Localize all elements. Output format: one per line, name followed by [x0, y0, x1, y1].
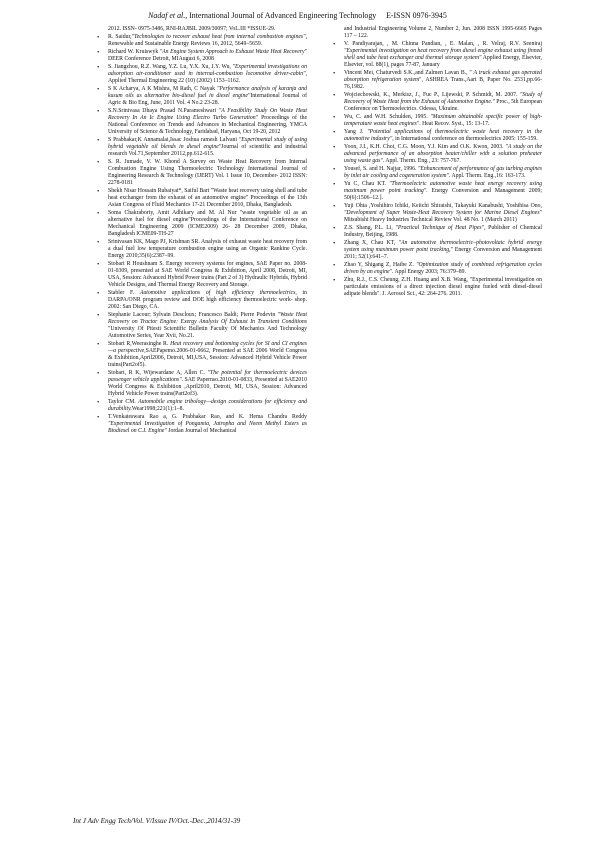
reference-item [97, 49, 307, 63]
reference-text: S. R. Jumade, V. W. Khond A Survey on Waste Heat Recovery from Internal Combustion Engine Using Thermoelectric Technology International Journal of Engineering Research & Technology (IJERT) Vol. 1 Issue 10, December- 2012 ISSN: 2278-0181 [108, 158, 307, 186]
reference-item [333, 92, 542, 113]
reference-item [333, 144, 542, 165]
reference-text: Stephanie Lacour; Sylvain Descloux; Francesco Baldi; Pierre Podevin [108, 311, 278, 318]
reference-text: S Prabhakar,K Annamalai,Issac Joshua ramesh Lalvani [108, 136, 239, 143]
reference-text: Richard W. Kruiswyk [108, 48, 160, 55]
reference-text: Energy Conversion and Management 2011; 52(1):641–7. [344, 246, 542, 260]
reference-text: Wear1998;221(1):1–8. [131, 405, 184, 412]
reference-text: ", ASHREA Trans.,Aart B, Paper No. 2531,pp.66-76,1982. [344, 77, 543, 91]
reference-text: , Renewable and Sustainable Energy Reviews 16, 2012, 5649–5659. [108, 33, 307, 47]
reference-text: Stobart, R K, Wijewardane A, Allen C. [108, 369, 208, 376]
reference-title: "Performance analysis of karanja and kusum oils as alternative bio-diesel fuel in diesel engine" [108, 85, 307, 99]
reference-continuation [333, 26, 542, 40]
reference-text: Stabler F. [108, 289, 140, 296]
reference-text: Stobart R Houshnam S. Energy recovery systems for engines, SAE Paper no. 2008-01-0309, presented at SAE World Congress & Exhibition, April 2008, Detroit, MI, USA, Session: Advanced Hybrid Power trains (Part 2 of 3) Hydraulic Hybrids, Hybrid Vehicle Designs, and Thermal Energy Recovery and Storage. [108, 260, 307, 288]
reference-title: "Practical Technique of Heat Pipes" [395, 224, 485, 231]
reference-title: "Enhancement of performance of gas turbing engines by inlet air cooling and cogeneration system" [344, 165, 542, 179]
reference-text: , in DARPA/ONR program review and DOE high efficiency thermoelectric work- shop. 2002: San Diego, CA. [108, 289, 307, 310]
reference-item [333, 41, 542, 69]
reference-item [333, 181, 542, 202]
reference-continuation [97, 26, 307, 33]
reference-text: DEER Conference Detroit, MIAugust 6, 2008 [108, 55, 214, 62]
reference-item [97, 188, 307, 209]
page-footer: Int J Adv Engg Tech/Vol. V/Issue IV/Oct.-Dec.,2014/31-39 [73, 817, 241, 825]
reference-text: Zhang X, Chau KT, [344, 239, 399, 246]
reference-title: "A Feasibility Study On Waste Heat Recovery In An Ic Engine Using Electro Turbo Generation" [108, 107, 308, 121]
reference-text: . Heat Recov. Syst., 15: 13-17. [419, 120, 490, 127]
reference-title: "An automotive thermoelectric–photovoltaic hybrid energy system using maximum power point tracking," [344, 239, 542, 253]
reference-title: "Study of Recovery of Waste Heat from the Exhaust of Automotive Engine." [344, 91, 542, 105]
reference-title: "The potential for thermoelectric devices passenger vehicle applications" [108, 369, 307, 383]
reference-title: Heat recovery and bottoming cycles for SI and CI engines—a perspective, [108, 340, 307, 354]
reference-text: Wojciechowski, K., Merkisz, J., Fuc P., Lijewski, P. Schmidt, M. 2007. [344, 91, 520, 98]
reference-text: . Appl Energy 2003; 76:379–89. [391, 268, 466, 275]
reference-title: "An Engine System Approach to Exhaust Waste Heat Recovery" [159, 48, 307, 55]
reference-title: "A study on the advanced performance of an absorption heater/chiller with a solution preheater using waste gas" [344, 143, 542, 164]
reference-text: Wu, C. and W.H. Schulden, 1995. [344, 113, 431, 120]
reference-text: Srinivasan KK, Mago PJ, Krishnan SR. Analysis of exhaust waste heat recovery from a dual fuel low temperature combustion engine using an Organic Rankine Cycle. Energy 2010;35(6):2387–99. [108, 238, 307, 259]
reference-title: "Maximum obtainable specific power of high-temperature waste heat engines" [344, 113, 542, 127]
reference-item [333, 166, 542, 180]
reference-item [333, 203, 542, 224]
reference-text: SAEPapemo.2006-01-0662, Presented at SAE 2006 World Congress & Exhibition,April2006, Detroit, MI,USA, Session: Advanced Hybrid Vehicle Power trains(Part2of5). [108, 347, 307, 368]
reference-title: "Development of Super Waste-Heat Recovery System for Marine Diesel Engines" [344, 209, 542, 216]
header-journal: International Journal of Advanced Engineering Technology [187, 11, 377, 20]
reference-text: Applied Energy, Elsevier, Elsevier, vol. 88(1), pages 77-87, January [344, 55, 542, 69]
reference-text: . SAE Papernso.2010-01-0833, Presented at SAE2010 World Congress & Exhibition ,April2010, Detroit, MI, USA, Session: Advanced Hybrid Vehicle Power trains(Part2of3). [108, 376, 307, 397]
reference-item [333, 277, 542, 298]
reference-text: 2012. ISSN- 0975-3486, RNI-RAJBIL 2009/30097; VoL.III *ISSUE-29. [108, 26, 276, 32]
reference-text: . Appl. Therm. Eng., 23: 757-767. [382, 157, 461, 164]
reference-title: Automobile engine tribology—design considerations for efficiency and durability. [108, 398, 308, 412]
header-issn: E-ISSN 0976-3945 [386, 11, 447, 20]
reference-text: International Journal of Agric & Bio Eng, June, 2011 Vol. 4 No.2 23-28. [108, 92, 307, 106]
reference-text: , Applied Thermal Engineering 22 (10) (2002) 1153–1162. [108, 70, 307, 84]
references-right-column [333, 26, 542, 299]
reference-text: Yu C, Chau KT. [344, 180, 390, 187]
reference-text: and Industrial Engineering Volume 2, Number 2, Jun. 2008 ISSN 1995-6665 Pages 117 – 122. [344, 26, 542, 40]
reference-item [97, 370, 307, 398]
reference-text: Proceedings of the National Conference on Trends and Advances in Mechanical Engineering, YMCA University of Science & Technology, Faridabad, Haryana, Oct 19-20, 2012 [108, 114, 307, 135]
reference-text: Z.S. Shang, P.L. Li, [344, 224, 396, 231]
reference-item [97, 414, 307, 435]
reference-item [97, 86, 307, 107]
reference-item [97, 399, 307, 413]
reference-title: "Optimization study of combined refrigeration cycles driven by an engine" [344, 261, 542, 275]
reference-item [97, 341, 307, 369]
reference-text: Stobart R,Weerasinghe R. [108, 340, 171, 347]
reference-text: Journal of scientific and industrial research Vol.71,September 20112,pp.612-615. [108, 143, 307, 157]
reference-text: S K Acharya, A K Mishra, M Rath, C Nayak [108, 85, 217, 92]
reference-text: Proc., 5th European Conference on Thermoelectrics. Odessa, Ukraine. [344, 99, 542, 113]
reference-text: . Energy Conversion and Management 2009; 50(6):1506–12.]. [344, 187, 542, 201]
reference-item [97, 108, 307, 136]
reference-item [97, 239, 307, 260]
reference-title: "Technologies to recover exhaust heat from internal combustion engines" [131, 33, 306, 40]
reference-text: Zhu, R.J., C.S. Cheung, Z.H. Huang and X.B. Wang, "Experimental investigation on particulate emissions of a direct injection diesel engine fueled with diesel-diesel adipate blends" [344, 276, 542, 297]
reference-text: , Publisher of Chemical Industry, Beijing, 1988. [344, 224, 542, 238]
reference-text: Soma Chakraborty, Amit Adhikary and M. Al Nur "waste vegetable oil as an alternative fuel for diesel engine"Proceedings of the International Conference on Mechanical Engineering 2009 (ICME2009) 26- 28 December 2009, Dhaka, Bangladesh ICME09-TH-27 [108, 209, 307, 237]
header-authors: Nadaf et al., [148, 11, 188, 20]
reference-item [97, 159, 307, 187]
reference-text: S. Jiangzhou, R.Z. Wang, Y.Z. Lu, Y.X. Xu, J.Y. Wu, [108, 63, 233, 70]
reference-item [333, 240, 542, 261]
reference-text: Yang J. [344, 128, 368, 135]
reference-item [97, 64, 307, 85]
reference-item [333, 262, 542, 276]
reference-text: . Appl. Therm. Eng.,16: 163-173. [448, 172, 526, 179]
reference-text: , in International conference on thermoelectrics 2005: 155-159. [392, 135, 538, 142]
reference-text: Shekh Nisar Hossain Rubaiyat*, Saiful Bari "Waste heat recovery using shell and tube heat exchanger from the exhaust of an automotive engine" Proceedings of the 13th Asian Congress of Fluid Mechanics 17-21 December 2010, Dhaka, Bangladesh. [108, 187, 307, 208]
reference-text: Vincent Mei, Chaturvedi S.K.,and Zalmen Lavan B., " [344, 69, 474, 76]
reference-item [333, 225, 542, 239]
reference-text: . J. Aerosol Sci., 42: 264-276. 2011. [379, 290, 462, 297]
reference-title: Automotive applications of high efficiency thermoelectrics [139, 289, 296, 296]
reference-item [97, 312, 307, 340]
reference-item [97, 290, 307, 311]
reference-text: S.N.Srinivasa Dhaya Prasad N.Parameshwari [108, 107, 219, 114]
reference-item [97, 210, 307, 238]
reference-title: A truck exhaust gas operated absorption refrigeration system [344, 69, 543, 84]
reference-item [97, 137, 307, 158]
reference-item [333, 70, 542, 91]
reference-text: Zhao Y, Shigang Z, Haibe Z. [344, 261, 417, 268]
reference-text: Yuji Ohta ,Yoshihiro Ichiki, Keiichi Shiraishi, Takayuki Kanabushi, Yoshihisa Ono, [344, 202, 542, 209]
reference-text: R. Saidur, [108, 33, 132, 40]
running-header [0, 11, 595, 21]
reference-text: T.Venkateswara Rao a, G. Prabhakar Rao, and K. Hema Chandra Reddy [108, 413, 307, 420]
reference-text: "University Of Pitesti Scientific Bulletin Faculty Of Mechanics And Technology Automotive Series, Year Xvii, No.21. [108, 325, 307, 339]
reference-text: Yousef, S. and H. Najjar, 1996. [344, 165, 418, 172]
reference-title: "Waste Heat Recovery on Tractor Engine: Exergy Analysis Of Exhaust In Transient Conditions [108, 311, 307, 325]
reference-text: Taylor CM. [108, 398, 139, 405]
reference-item [333, 129, 542, 143]
reference-item [97, 261, 307, 289]
reference-text: V. Pandiyarajan, , M. Chinna Pandian, , E. Malan, , R. Velraj, R.V. Seeniraj [344, 40, 542, 47]
reference-title: "Experimental investigation on heat recovery from diesel engine exhaust using finned shell and tube heat exchanger and thermal storage system" [344, 47, 542, 62]
references-left-column [97, 26, 307, 436]
reference-item [97, 34, 307, 48]
reference-item [333, 114, 542, 128]
reference-title: "Experimental Investigation of Pongamia, Jatropha and Neem Methyl Esters as Biodiesel on C.I. Engine" [108, 420, 307, 434]
reference-text: Mitsubishi Heavy Industries Technical Review Vol. 48 No. 1 (March 2011) [344, 216, 517, 223]
reference-title: "Potential applications of thermoelectric waste heat recovery in the automotive industry" [344, 128, 542, 142]
reference-text: Yoon, J.I., K.H. Choi, C.G. Moon, Y.J. Kim and O.K. Kwon, 2003. [344, 143, 506, 150]
reference-title: "Thermoelectric automotive waste heat energy recovery using maximum power point tracking" [344, 180, 542, 194]
reference-text: Jordan Journal of Mechanical [166, 427, 237, 434]
reference-title: "Experimental investigations on adsorption air-conditioner used in internal-combustion locomotive driver-cabin" [108, 63, 307, 77]
reference-title: "Experimental study of using hybrid vegetable oil blends in diesel engine" [108, 136, 307, 150]
